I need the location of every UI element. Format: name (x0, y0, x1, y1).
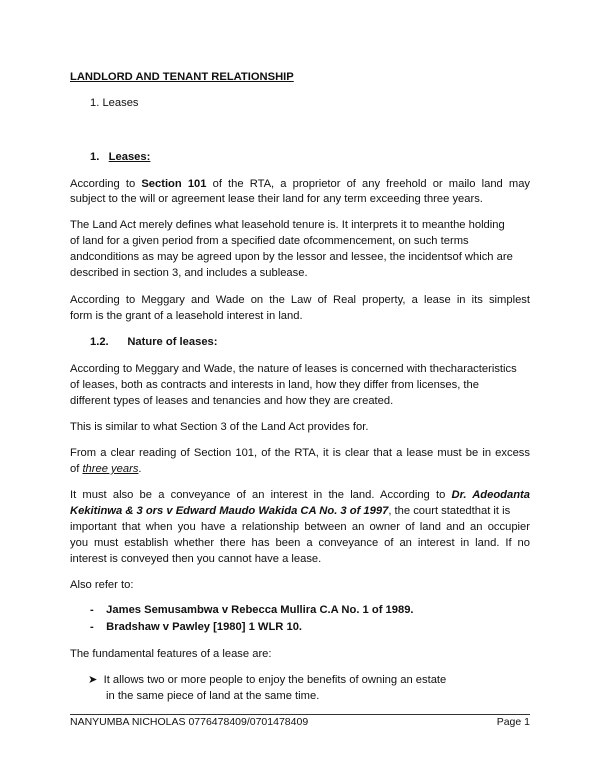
paragraph-2-line-2: of land for a given period from a specified date ofcommencement, on such terms (70, 235, 469, 247)
arrow-bullet-item-continuation: in the same piece of land at the same time. (106, 690, 320, 702)
paragraph-7-line-3: important that when you have a relationship between an owner of land and an occupier (70, 521, 530, 533)
paragraph-1-line-2: subject to the will or agreement lease their land for any term exceeding three years. (70, 193, 483, 205)
paragraph-3-line-2: form is the grant of a leasehold interest in land. (70, 310, 303, 322)
paragraph-7-line-1: It must also be a conveyance of an interest in the land. According to Dr. Adeodanta (70, 489, 531, 501)
paragraph-4-line-1: According to Meggary and Wade, the nature of leases is concerned with thecharacteristics (70, 363, 517, 375)
section-101-bold: Section 101 (141, 178, 207, 190)
three-years-emphasis: three years (82, 463, 139, 475)
heading-leases (90, 150, 530, 165)
paragraph-7-line-5: interest is conveyed then you cannot have a lease. (70, 553, 322, 565)
heading-text: Leases: (108, 151, 151, 163)
heading-nature-of-leases (90, 335, 530, 350)
paragraph-2-line-3: andconditions as may be agreed upon by the lessor and lessee, the incidentsof which are (70, 251, 513, 263)
paragraph-2-line-1: The Land Act merely defines what leasehold tenure is. It interprets it to meanthe holding (70, 219, 505, 231)
paragraph-5: This is similar to what Section 3 of the Land Act provides for. (70, 421, 369, 433)
toc-item: 1. Leases (90, 97, 139, 109)
paragraph-3-line-1: According to Meggary and Wade on the Law of Real property, a lease in its simplest (70, 294, 530, 306)
paragraph-4-line-2: of leases, both as contracts and interests in land, how they differ from licenses, the (70, 379, 479, 391)
case-list-item: - James Semusambwa v Rebecca Mullira C.A No. 1 of 1989. (90, 604, 414, 616)
page-footer (70, 716, 530, 728)
footer-author: NANYUMBA NICHOLAS 0776478409/0701478409 (70, 716, 309, 728)
arrow-bullet-icon: ➤ (88, 674, 98, 686)
subheading-text: Nature of leases: (127, 336, 218, 348)
subheading-number: 1.2. (90, 336, 109, 348)
paragraph-9: The fundamental features of a lease are: (70, 648, 272, 660)
paragraph-2-line-4: described in section 3, and includes a sublease. (70, 267, 308, 279)
paragraph-7-line-2: Kekitinwa & 3 ors v Edward Maudo Wakida CA No. 3 of 1997, the court statedthat it is (70, 505, 511, 517)
case-list-item: - Bradshaw v Pawley [1980] 1 WLR 10. (90, 621, 303, 633)
paragraph-6-line-1: From a clear reading of Section 101, of the RTA, it is clear that a lease must be in excess (70, 447, 530, 459)
paragraph-7-line-4: you must establish whether there has been a conveyance of an interest in land. If no (70, 537, 530, 549)
paragraph-4-line-3: different types of leases and tenancies and how they are created. (70, 395, 394, 407)
page-number: Page 1 (496, 716, 530, 728)
dash-bullet: - (90, 621, 94, 633)
footer-divider (70, 714, 530, 715)
document-title: LANDLORD AND TENANT RELATIONSHIP (70, 71, 294, 83)
paragraph-6-line-2: of three years. (70, 463, 142, 475)
paragraph-1-line-1: According to Section 101 of the RTA, a proprietor of any freehold or mailo land may (70, 178, 531, 190)
arrow-bullet-item: ➤ It allows two or more people to enjoy the benefits of owning an estate (88, 674, 447, 686)
dash-bullet: - (90, 604, 94, 616)
case-citation-part-2: Kekitinwa & 3 ors v Edward Maudo Wakida CA No. 3 of 1997 (70, 505, 389, 517)
paragraph-8: Also refer to: (70, 579, 134, 591)
heading-number: 1. (90, 151, 100, 163)
case-citation-part-1: Dr. Adeodanta (451, 489, 531, 501)
